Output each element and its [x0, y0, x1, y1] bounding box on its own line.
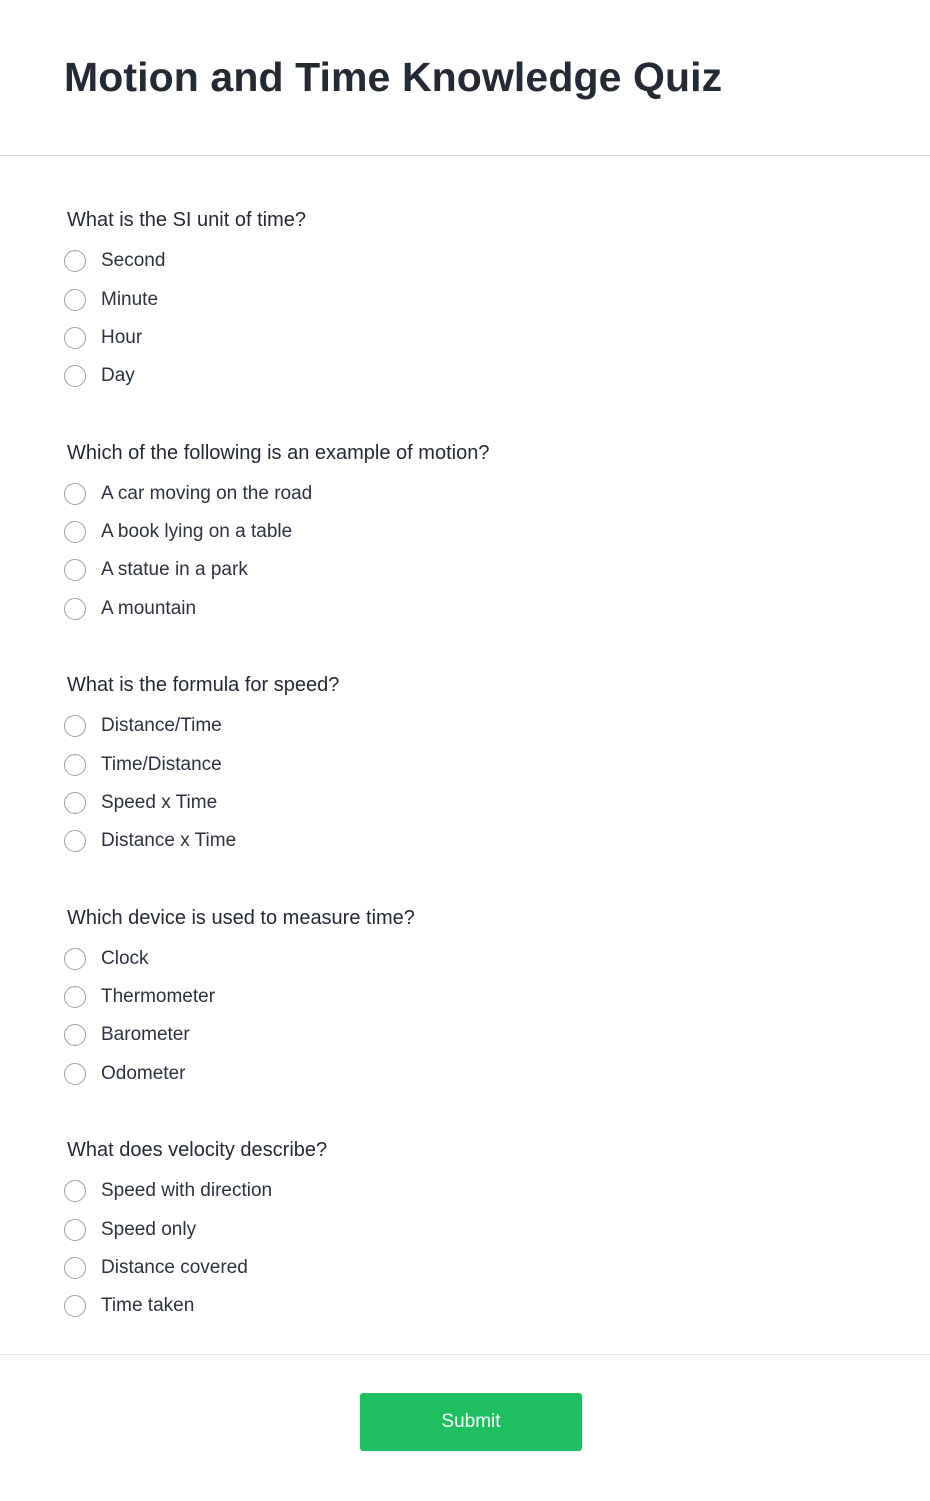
- option-label[interactable]: A book lying on a table: [101, 521, 293, 542]
- option-label[interactable]: Distance/Time: [101, 715, 222, 736]
- radio-button[interactable]: [64, 289, 86, 311]
- question-4-text: Which device is used to measure time?: [67, 907, 415, 929]
- question-2-option-3[interactable]: [64, 558, 464, 586]
- question-4-option-1[interactable]: [64, 947, 464, 975]
- question-5-text: What does velocity describe?: [67, 1139, 328, 1161]
- radio-button[interactable]: [64, 948, 86, 970]
- radio-button[interactable]: [64, 986, 86, 1008]
- question-3-option-3[interactable]: [64, 791, 464, 819]
- question-2-option-2[interactable]: [64, 520, 464, 548]
- question-4-option-3[interactable]: [64, 1023, 464, 1051]
- option-label[interactable]: Distance x Time: [101, 830, 237, 851]
- radio-button[interactable]: [64, 327, 86, 349]
- radio-button[interactable]: [64, 1063, 86, 1085]
- option-label[interactable]: A statue in a park: [101, 559, 248, 580]
- question-3-text: What is the formula for speed?: [67, 674, 340, 696]
- question-5-option-1[interactable]: [64, 1179, 464, 1207]
- option-label[interactable]: A car moving on the road: [101, 483, 313, 504]
- option-label[interactable]: Barometer: [101, 1024, 190, 1045]
- page-title: Motion and Time Knowledge Quiz: [64, 54, 723, 100]
- question-5-option-2[interactable]: [64, 1218, 464, 1246]
- question-1-option-2[interactable]: [64, 288, 464, 316]
- option-label[interactable]: Minute: [101, 289, 159, 310]
- page-header: [0, 0, 930, 156]
- question-3-option-1[interactable]: [64, 714, 464, 742]
- option-label[interactable]: Speed x Time: [101, 792, 218, 813]
- option-label[interactable]: Time/Distance: [101, 754, 222, 775]
- radio-button[interactable]: [64, 792, 86, 814]
- option-label[interactable]: Hour: [101, 327, 143, 348]
- radio-button[interactable]: [64, 250, 86, 272]
- footer-divider: [0, 1354, 930, 1355]
- radio-button[interactable]: [64, 1219, 86, 1241]
- option-label[interactable]: Second: [101, 250, 166, 271]
- radio-button[interactable]: [64, 1180, 86, 1202]
- radio-button[interactable]: [64, 598, 86, 620]
- radio-button[interactable]: [64, 754, 86, 776]
- radio-button[interactable]: [64, 365, 86, 387]
- question-1-option-4[interactable]: [64, 364, 464, 392]
- option-label[interactable]: Thermometer: [101, 986, 216, 1007]
- option-label[interactable]: Speed only: [101, 1219, 197, 1240]
- question-5-option-4[interactable]: [64, 1294, 464, 1322]
- question-1-option-3[interactable]: [64, 326, 464, 354]
- option-label[interactable]: Day: [101, 365, 135, 386]
- question-4-option-2[interactable]: [64, 985, 464, 1013]
- option-label[interactable]: Clock: [101, 948, 149, 969]
- radio-button[interactable]: [64, 1257, 86, 1279]
- question-2-option-4[interactable]: [64, 597, 464, 625]
- question-4-option-4[interactable]: [64, 1062, 464, 1090]
- radio-button[interactable]: [64, 715, 86, 737]
- question-1-option-1[interactable]: [64, 249, 464, 277]
- question-5-option-3[interactable]: [64, 1256, 464, 1284]
- question-3-option-2[interactable]: [64, 753, 464, 781]
- radio-button[interactable]: [64, 483, 86, 505]
- radio-button[interactable]: [64, 1295, 86, 1317]
- option-label[interactable]: Speed with direction: [101, 1180, 273, 1201]
- question-1-text: What is the SI unit of time?: [67, 209, 306, 231]
- radio-button[interactable]: [64, 559, 86, 581]
- option-label[interactable]: Time taken: [101, 1295, 195, 1316]
- radio-button[interactable]: [64, 521, 86, 543]
- option-label[interactable]: A mountain: [101, 598, 197, 619]
- submit-button[interactable]: Submit: [360, 1393, 582, 1451]
- question-2-text: Which of the following is an example of motion?: [67, 442, 490, 464]
- radio-button[interactable]: [64, 1024, 86, 1046]
- question-3-option-4[interactable]: [64, 829, 464, 857]
- option-label[interactable]: Odometer: [101, 1063, 186, 1084]
- question-2-option-1[interactable]: [64, 482, 464, 510]
- option-label[interactable]: Distance covered: [101, 1257, 248, 1278]
- radio-button[interactable]: [64, 830, 86, 852]
